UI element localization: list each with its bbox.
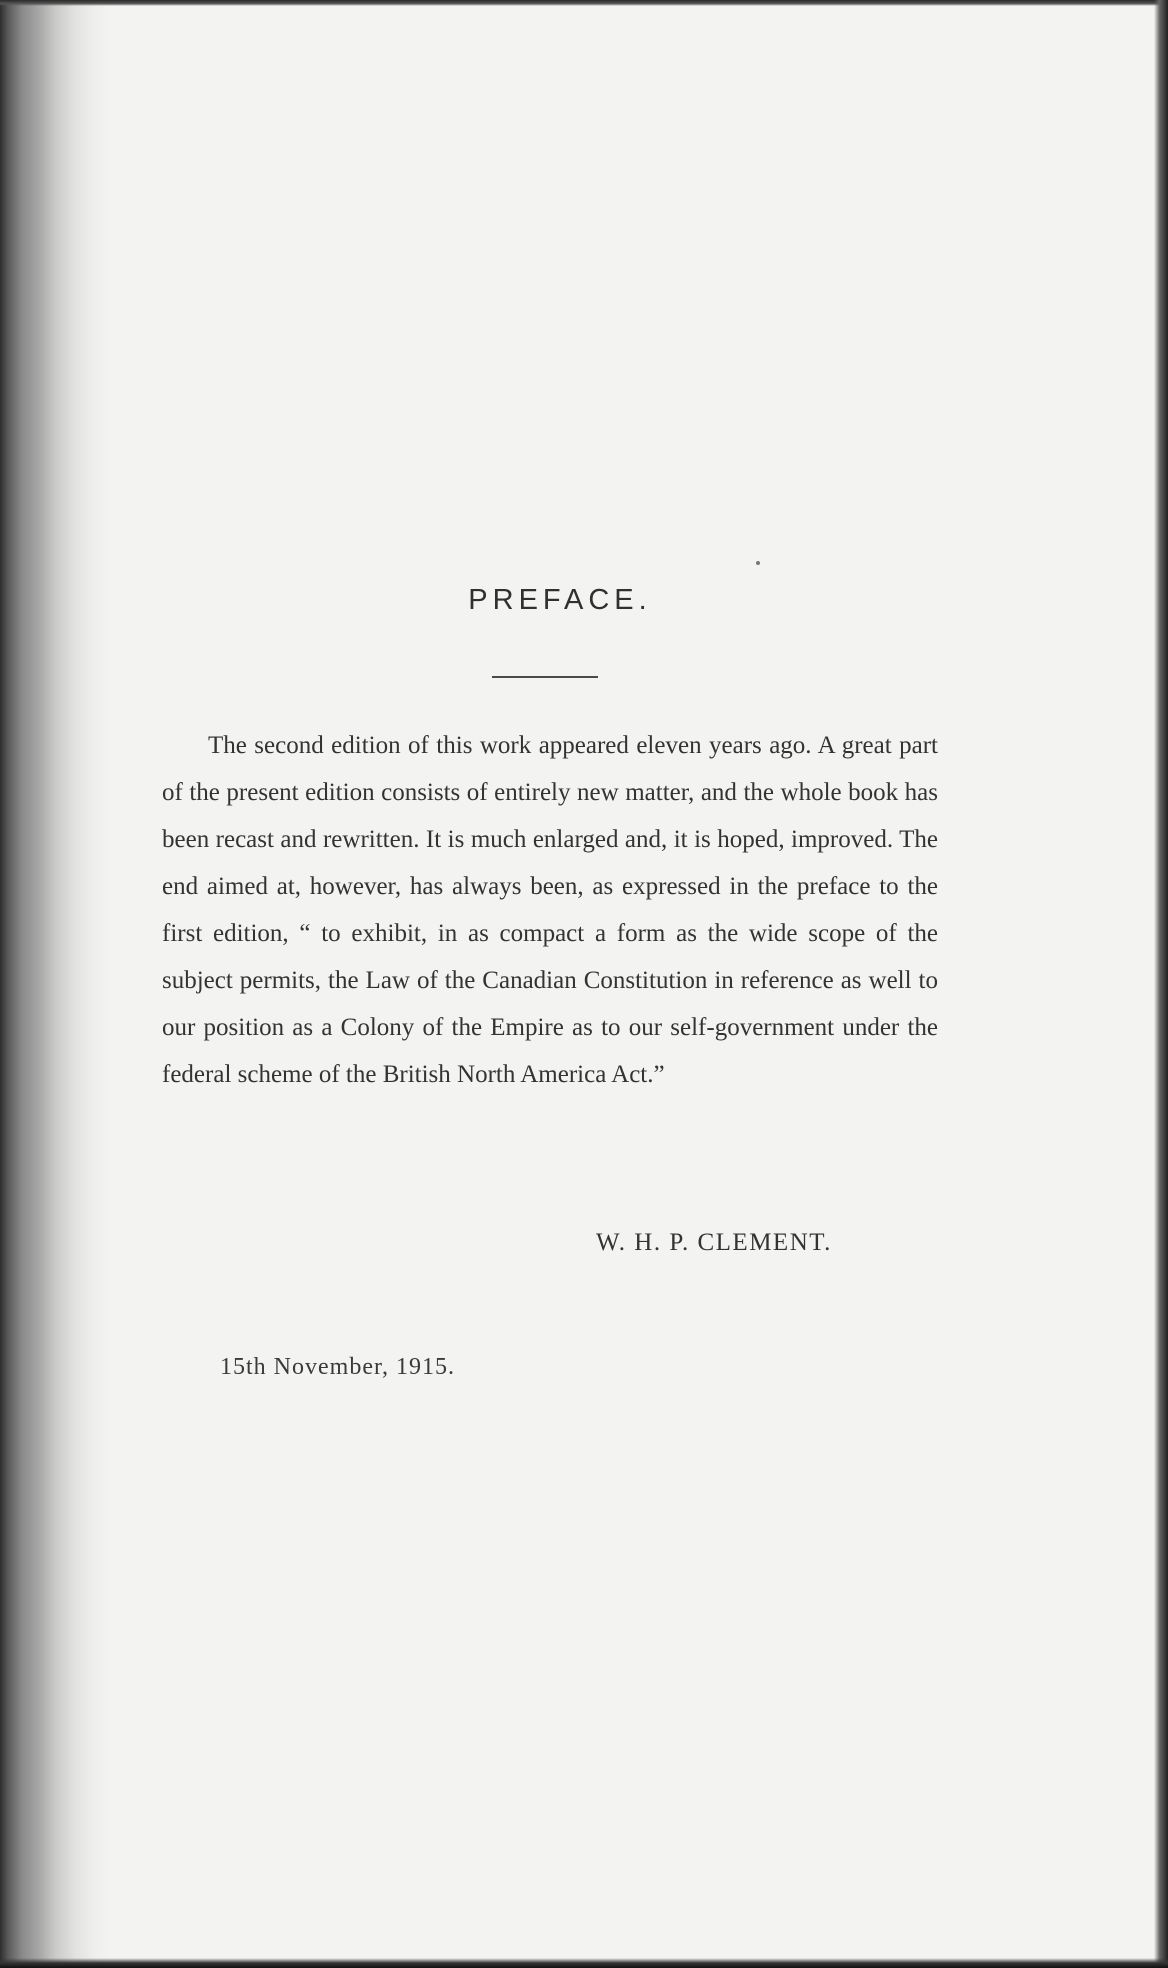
page-heading: PREFACE. (468, 584, 652, 616)
author-signature: W. H. P. CLEMENT. (596, 1229, 832, 1256)
heading-rule (492, 676, 598, 678)
preface-date: 15th November, 1915. (220, 1354, 456, 1380)
preface-body (162, 722, 938, 1098)
preface-paragraph: The second edition of this work appeared eleven years ago. A great part of the present edition consists of entirely new matter, and the whole book has been recast and rewritten. It is much enlarged and, it is hoped, improved. The end aimed at, however, has always been, as expressed in the preface to the first edition, “ to exhibit, in as compact a form as the wide scope of the subject permits, the Law of the Canadian Constitution in reference as well to our position as a Colony of the Empire as to our self-government under the federal scheme of the British North America Act.” (162, 732, 938, 1088)
